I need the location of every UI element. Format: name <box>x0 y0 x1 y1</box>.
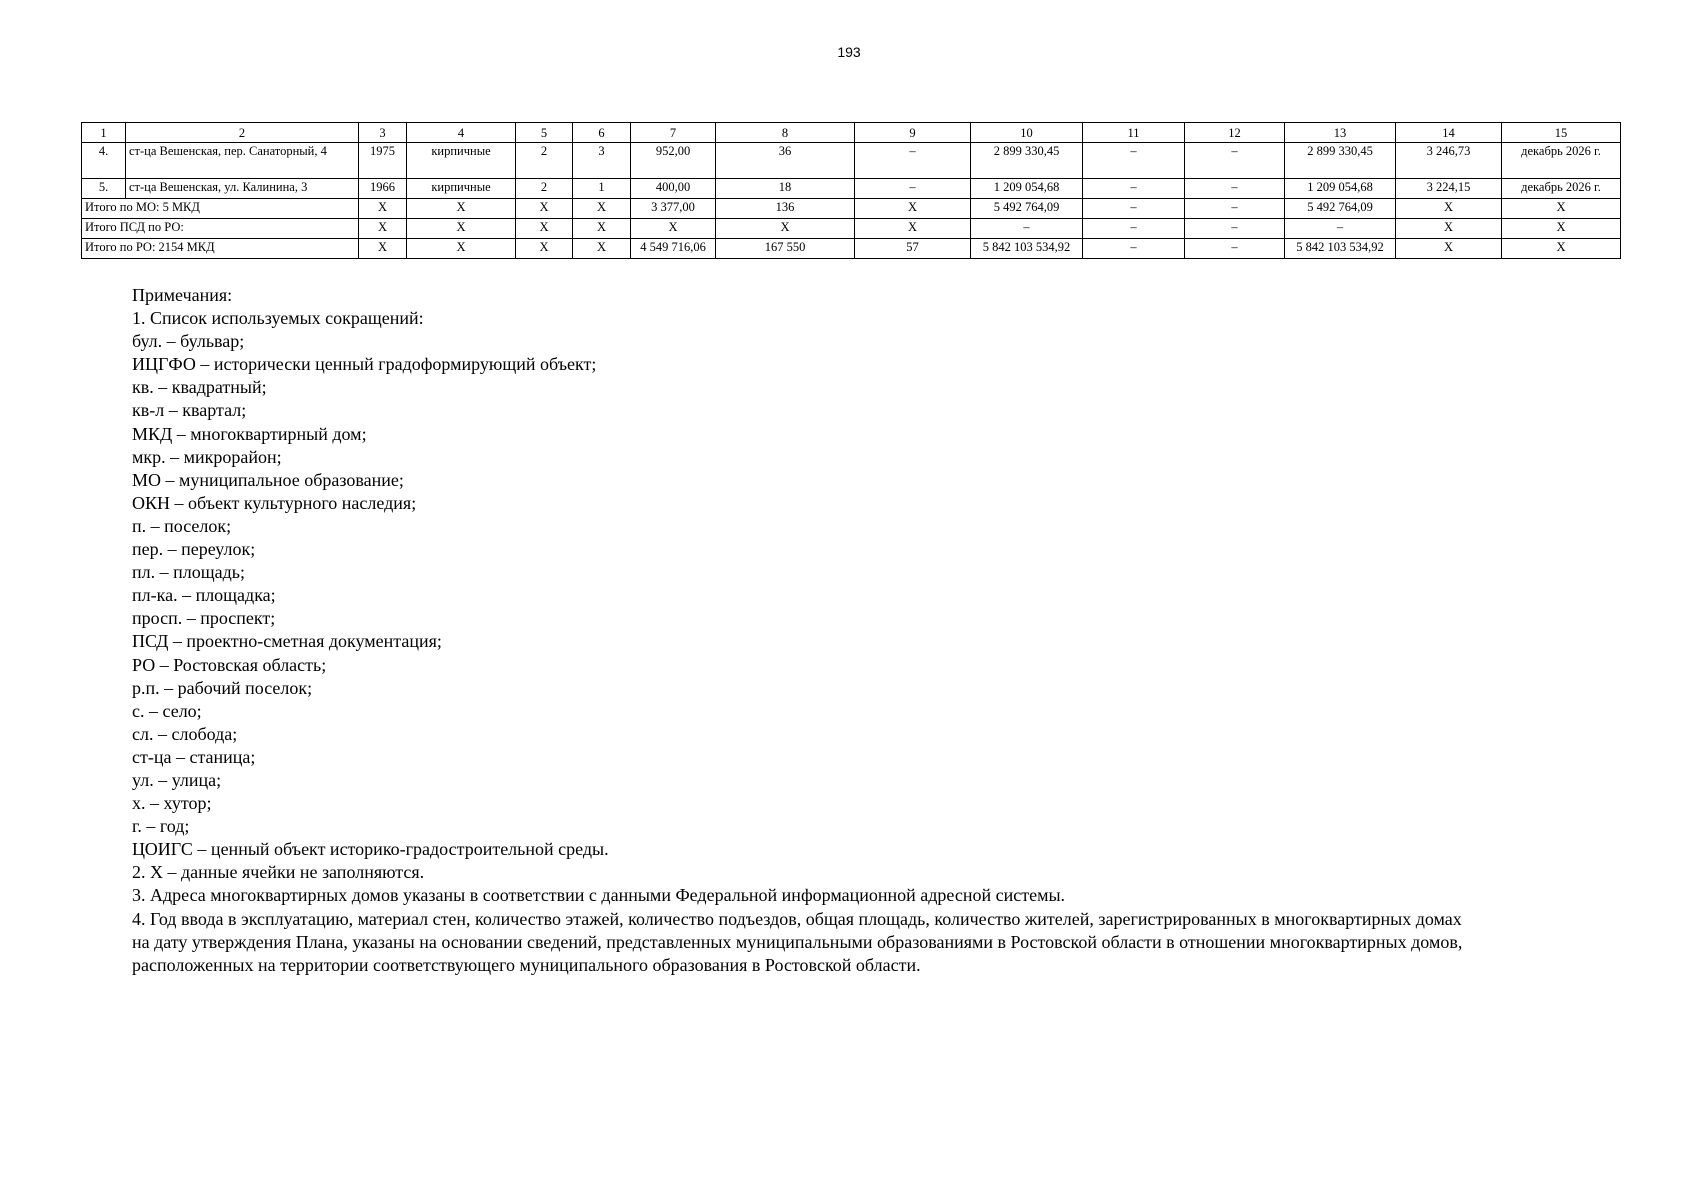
abbreviation-item: ст-ца – станица; <box>132 746 256 767</box>
page-number: 193 <box>837 44 861 60</box>
table-cell: 2 899 330,45 <box>1285 143 1396 179</box>
table-cell: – <box>1185 143 1285 179</box>
table-cell: – <box>1083 143 1185 179</box>
table-cell: 5. <box>82 179 126 199</box>
table-cell: 5 492 764,09 <box>971 199 1083 219</box>
table-cell: Х <box>1502 199 1621 219</box>
table-row <box>82 179 1621 199</box>
housing-table <box>81 122 1621 259</box>
table-cell: 3 224,15 <box>1396 179 1502 199</box>
table-cell: Х <box>516 219 573 239</box>
abbreviation-item: п. – поселок; <box>132 515 232 536</box>
table-cell: Х <box>573 239 631 259</box>
table-cell: 5 842 103 534,92 <box>971 239 1083 259</box>
total-row-mo <box>82 199 1621 219</box>
abbreviation-item: пл-ка. – площадка; <box>132 585 276 606</box>
column-header: 3 <box>359 123 407 143</box>
abbreviation-item: р.п. – рабочий поселок; <box>132 677 313 698</box>
abbreviation-item: сл. – слобода; <box>132 723 238 744</box>
table-cell: – <box>1185 219 1285 239</box>
table-cell: 4. <box>82 143 126 179</box>
table-cell: Х <box>855 199 971 219</box>
abbreviation-item: с. – село; <box>132 700 202 721</box>
table-cell: 18 <box>716 179 855 199</box>
column-header: 4 <box>407 123 516 143</box>
table-header-row <box>82 123 1621 143</box>
column-header: 10 <box>971 123 1083 143</box>
table-cell: Х <box>407 219 516 239</box>
table-cell: 57 <box>855 239 971 259</box>
notes-item-4-line: 4. Год ввода в эксплуатацию, материал стен, количество этажей, количество подъездов, общая площадь, количество жителей, зарегистрированных в многоквартирных домах <box>132 908 1462 929</box>
total-label: Итого по МО: 5 МКД <box>82 199 359 219</box>
table-cell: декабрь 2026 г. <box>1502 179 1621 199</box>
table-cell: Х <box>407 239 516 259</box>
notes-item-1: 1. Список используемых сокращений: <box>132 308 424 329</box>
notes-item-2: 2. Х – данные ячейки не заполняются. <box>132 862 425 883</box>
column-header: 9 <box>855 123 971 143</box>
table-cell: – <box>1083 219 1185 239</box>
table-cell: кирпичные <box>407 179 516 199</box>
notes-title: Примечания: <box>132 285 233 305</box>
column-header: 13 <box>1285 123 1396 143</box>
abbreviation-item: мкр. – микрорайон; <box>132 446 282 467</box>
table-cell: 3 246,73 <box>1396 143 1502 179</box>
table-cell: 36 <box>716 143 855 179</box>
column-header: 14 <box>1396 123 1502 143</box>
column-header: 15 <box>1502 123 1621 143</box>
abbreviation-item: ПСД – проектно-сметная документация; <box>132 631 442 652</box>
notes-section <box>132 284 1624 977</box>
column-header: 1 <box>82 123 126 143</box>
total-label: Итого по РО: 2154 МКД <box>82 239 359 259</box>
abbreviation-item: пер. – переулок; <box>132 539 256 560</box>
table-cell: 2 <box>516 179 573 199</box>
table-cell-address: ст-ца Вешенская, пер. Санаторный, 4 <box>126 143 359 179</box>
column-header: 7 <box>631 123 716 143</box>
total-row-psd <box>82 219 1621 239</box>
table-cell: 1 209 054,68 <box>1285 179 1396 199</box>
table-cell: 167 550 <box>716 239 855 259</box>
table-cell: – <box>1083 179 1185 199</box>
table-cell: Х <box>716 219 855 239</box>
table-cell: 400,00 <box>631 179 716 199</box>
column-header: 8 <box>716 123 855 143</box>
abbreviation-item: просп. – проспект; <box>132 608 276 629</box>
notes-item-4-line: на дату утверждения Плана, указаны на основании сведений, представленных муниципальными образованиями в Ростовской области в отношении многоквартирных домов, <box>132 931 1463 952</box>
table-cell: Х <box>407 199 516 219</box>
table-cell: – <box>1185 179 1285 199</box>
table-cell: 2 <box>516 143 573 179</box>
table-cell: кирпичные <box>407 143 516 179</box>
table-cell: Х <box>1502 239 1621 259</box>
abbreviation-item: МО – муниципальное образование; <box>132 469 404 490</box>
table-cell: 1 <box>573 179 631 199</box>
table-cell: 4 549 716,06 <box>631 239 716 259</box>
column-header: 11 <box>1083 123 1185 143</box>
table-cell: Х <box>1502 219 1621 239</box>
total-label: Итого ПСД по РО: <box>82 219 359 239</box>
table-cell: 1975 <box>359 143 407 179</box>
table-cell: Х <box>573 219 631 239</box>
abbreviation-item: бул. – бульвар; <box>132 331 245 352</box>
table-cell: Х <box>573 199 631 219</box>
table-cell: Х <box>855 219 971 239</box>
table-cell: – <box>1185 239 1285 259</box>
table-cell: Х <box>359 239 407 259</box>
table-cell: 5 842 103 534,92 <box>1285 239 1396 259</box>
abbreviation-item: ЦОИГС – ценный объект историко-градостроительной среды. <box>132 839 609 860</box>
abbreviation-item: пл. – площадь; <box>132 562 245 583</box>
table-cell: 2 899 330,45 <box>971 143 1083 179</box>
table-cell: Х <box>1396 239 1502 259</box>
table-cell: 1966 <box>359 179 407 199</box>
table-cell-address: ст-ца Вешенская, ул. Калинина, 3 <box>126 179 359 199</box>
abbreviation-item: МКД – многоквартирный дом; <box>132 423 367 444</box>
column-header: 12 <box>1185 123 1285 143</box>
notes-item-4-line: расположенных на территории соответствующего муниципального образования в Ростовской области. <box>132 954 921 975</box>
table-cell: Х <box>359 219 407 239</box>
table-cell: Х <box>1396 199 1502 219</box>
table-cell: 952,00 <box>631 143 716 179</box>
column-header: 5 <box>516 123 573 143</box>
table-cell: декабрь 2026 г. <box>1502 143 1621 179</box>
table-cell: – <box>1185 199 1285 219</box>
abbreviation-item: ул. – улица; <box>132 769 222 790</box>
abbreviation-item: РО – Ростовская область; <box>132 654 327 675</box>
table-cell: 136 <box>716 199 855 219</box>
table-cell: Х <box>631 219 716 239</box>
abbreviation-item: х. – хутор; <box>132 793 212 814</box>
column-header: 2 <box>126 123 359 143</box>
table-cell: Х <box>359 199 407 219</box>
table-cell: – <box>1083 239 1185 259</box>
abbreviation-item: ИЦГФО – исторически ценный градоформирующий объект; <box>132 354 597 375</box>
abbreviation-item: кв. – квадратный; <box>132 377 267 398</box>
abbreviation-item: ОКН – объект культурного наследия; <box>132 492 417 513</box>
table-cell: Х <box>516 199 573 219</box>
column-header: 6 <box>573 123 631 143</box>
table-cell: – <box>971 219 1083 239</box>
table-cell: – <box>855 179 971 199</box>
table-row <box>82 143 1621 179</box>
table-cell: 3 377,00 <box>631 199 716 219</box>
table-cell: 1 209 054,68 <box>971 179 1083 199</box>
table-cell: – <box>1285 219 1396 239</box>
table-cell: 3 <box>573 143 631 179</box>
abbreviation-item: кв-л – квартал; <box>132 400 247 421</box>
notes-item-3: 3. Адреса многоквартирных домов указаны в соответствии с данными Федеральной информационной адресной системы. <box>132 885 1066 906</box>
table-cell: Х <box>516 239 573 259</box>
total-row-ro <box>82 239 1621 259</box>
abbreviation-item: г. – год; <box>132 816 190 837</box>
table-cell: – <box>1083 199 1185 219</box>
table-cell: – <box>855 143 971 179</box>
table-cell: Х <box>1396 219 1502 239</box>
table-cell: 5 492 764,09 <box>1285 199 1396 219</box>
